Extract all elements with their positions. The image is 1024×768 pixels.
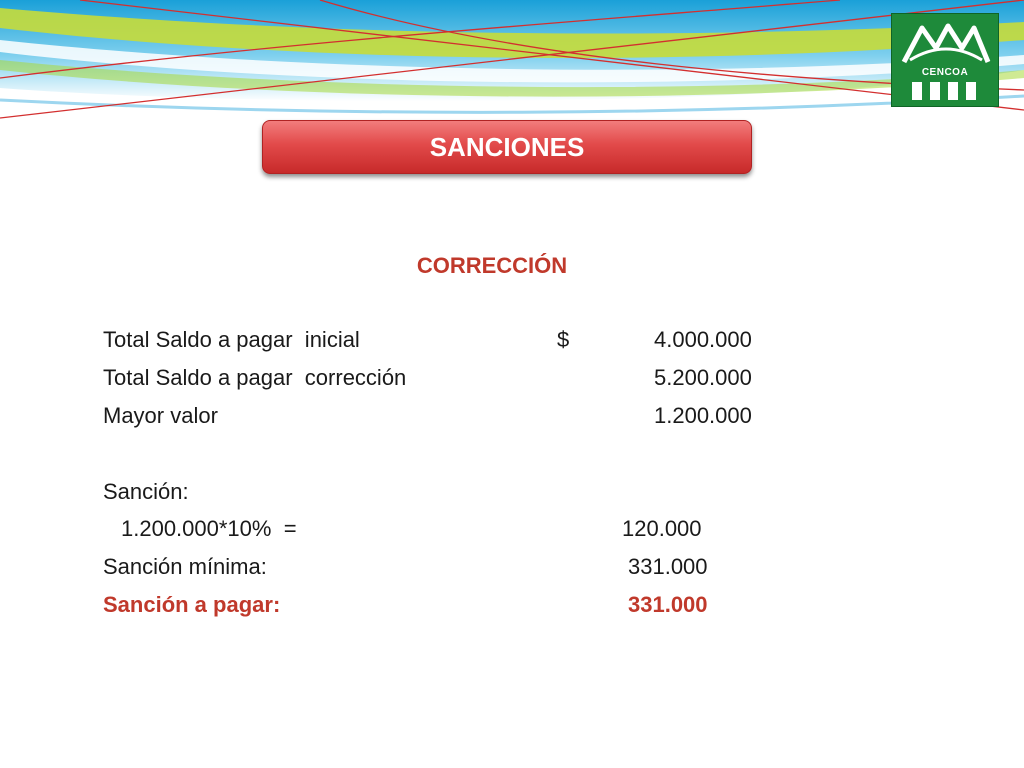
currency-symbol: $ xyxy=(557,327,570,352)
row-amount: 4.000.000 xyxy=(654,327,752,352)
row-amount: 1.200.000 xyxy=(654,403,752,428)
sancion-formula-result: 120.000 xyxy=(622,516,702,541)
section-subtitle: CORRECCIÓN xyxy=(416,253,568,278)
cencoa-logo xyxy=(891,13,999,107)
row-label: Total Saldo a pagar inicial xyxy=(103,327,360,352)
logo-mark-icon xyxy=(892,14,1000,108)
header-banner xyxy=(0,0,1024,130)
page-title: SANCIONES xyxy=(429,131,585,162)
sancion-pagar-label: Sanción a pagar: xyxy=(103,592,281,617)
sancion-minima-value: 331.000 xyxy=(628,554,708,579)
logo-text: CENCOA xyxy=(921,67,969,78)
row-label: Total Saldo a pagar corrección xyxy=(103,365,407,390)
sancion-formula: 1.200.000*10% = xyxy=(121,516,297,541)
sancion-minima-label: Sanción mínima: xyxy=(103,554,267,579)
row-amount: 5.200.000 xyxy=(654,365,752,390)
row-label: Mayor valor xyxy=(103,403,218,428)
title-bar xyxy=(262,120,752,174)
sancion-pagar-value: 331.000 xyxy=(628,592,708,617)
sancion-heading: Sanción: xyxy=(103,479,189,504)
